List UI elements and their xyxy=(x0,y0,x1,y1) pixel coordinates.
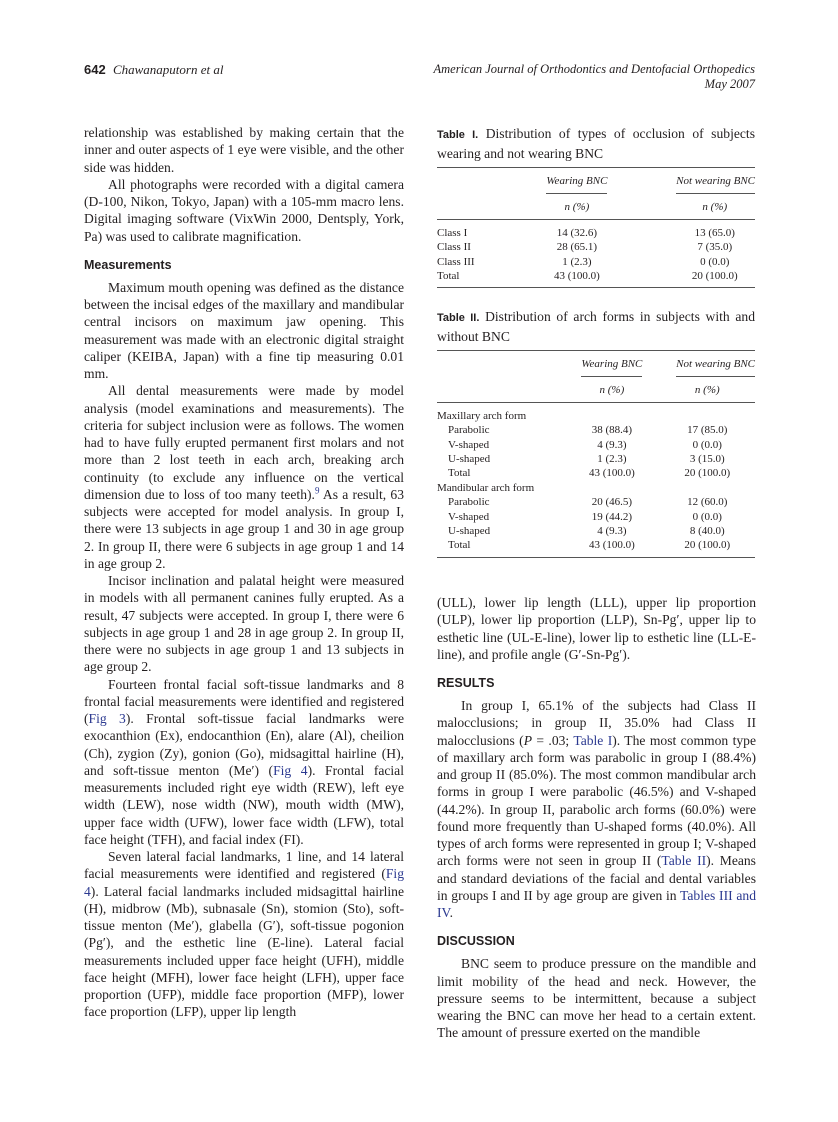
journal-title: American Journal of Orthodontics and Dentofacial Orthopedics xyxy=(433,62,755,76)
paragraph: relationship was established by making certain that the inner and outer aspects of 1 eye were visible, and the other side was hidden. xyxy=(84,125,404,175)
table-link[interactable]: Tables III and IV xyxy=(437,887,756,920)
unit-header: n (%) xyxy=(625,198,755,219)
group-row xyxy=(437,402,755,423)
paragraph: BNC seem to produce pressure on the mandible and limit mobility of the head and neck. However, the pressure seems to be intermittent, because a subject wearing the BNC can move her head to a certain extent. The amount of pressure exerted on the mandible xyxy=(437,956,756,1041)
paragraph xyxy=(84,676,404,849)
table-label: Table II. xyxy=(437,312,480,324)
text: As a result, 63 subjects were accepted for model analysis. In group I, there were 13 subjects in age group 1 and 30 in age group 2. In group II, there were 6 subjects in age group 1 and 14 in age group 2. xyxy=(84,486,404,571)
table-link[interactable]: Table I xyxy=(573,732,613,748)
table-1 xyxy=(437,125,755,288)
table-caption xyxy=(437,308,755,345)
right-column xyxy=(437,594,756,1042)
text: ). Frontal facial measurements included right eye width (REW), left eye width (LEW), nose width (NW), mouth width (MW), upper face width (UFW), lower face width (LFW), total face height (TFH), and facial index (FI). xyxy=(84,762,404,847)
row-label: Total xyxy=(448,539,471,552)
table-row xyxy=(437,240,755,254)
row-label: Total xyxy=(448,467,471,480)
text: In group I, 65.1% of the subjects had Class II malocclusions; in group II, 35.0% had Class II malocclusions ( xyxy=(437,698,756,748)
paragraph: Incisor inclination and palatal height were measured in models with all permanent canines fully erupted. As a result, 47 subjects were accepted. In group I, there were 6 subjects in age group 1 and 28 in age group 2. In group II, there were no subjects in age group 1 and 13 subjects in age group 2. xyxy=(84,573,404,675)
cell: 1 (2.3) xyxy=(597,453,627,466)
text: Fourteen frontal facial soft-tissue landmarks and 8 frontal facial measurements were identified and registered ( xyxy=(84,676,404,726)
cell: 19 (44.2) xyxy=(591,510,633,523)
section-heading-results: RESULTS xyxy=(437,676,495,690)
text: All dental measurements were made by model analysis (model examinations and measurements). The criteria for subject inclusion were as follows. The women had to have fully erupted permanent first molars and not more than 2 lost teeth in each arch, breaking arch continuity (to exclude any influence on the vertical dimension due to loss of too many teeth). xyxy=(84,383,404,502)
cell: 8 (40.0) xyxy=(689,525,725,538)
group-label: Mandibular arch form xyxy=(437,481,535,494)
table-caption xyxy=(437,125,755,162)
text: ). Frontal soft-tissue facial landmarks were exocanthion (Ex), endocanthion (En), alare (Al), cheilion (Ch), zygion (Zy), gonion (Go), midsagittal hairline (H), and soft-tissue menton (Me′) ( xyxy=(84,711,404,778)
cell: 4 (9.3) xyxy=(597,438,627,451)
cell: 20 (100.0) xyxy=(691,270,738,283)
section-heading-discussion: DISCUSSION xyxy=(437,934,515,949)
text: ). Means and standard deviations of the facial and dental variables in groups I and II by age group are given in xyxy=(437,853,756,903)
text: ). The most common type of maxillary arch form was parabolic in group I (88.4%) and group II (85.0%). The most common mandibular arch forms in group I were parabolic (46.5%) and V-shaped (44.2%). In group II, parabolic arch forms (60.0%) were found more frequently than U-shaped forms (40.0%). All types of arch forms were represented in group I; V-shaped arch forms were not seen in group II ( xyxy=(437,732,757,869)
group-row xyxy=(437,481,755,495)
table-1-grid xyxy=(437,168,755,288)
row-label: Class II xyxy=(437,241,471,254)
group-label: Maxillary arch form xyxy=(437,409,527,422)
table-row xyxy=(437,269,755,288)
table-row xyxy=(437,510,755,524)
table-row xyxy=(437,438,755,452)
cell: 0 (0.0) xyxy=(692,510,722,523)
paragraph xyxy=(84,382,404,572)
cell: 43 (100.0) xyxy=(588,539,635,552)
paragraph: (ULL), lower lip length (LLL), upper lip proportion (ULP), lower lip proportion (LLP), Sn-Pg′, upper lip to esthetic line (UL-E-line), lower lip to esthetic line (LL-E-line), and profile angle (G′-Sn-Pg′). xyxy=(437,595,756,662)
table-row xyxy=(437,423,755,437)
page-number: 642 xyxy=(84,62,106,77)
table-row xyxy=(437,524,755,538)
cell: 20 (100.0) xyxy=(684,467,731,480)
left-column xyxy=(84,124,404,1021)
section-heading-measurements: Measurements xyxy=(84,257,172,272)
row-label: V-shaped xyxy=(448,510,490,523)
column-header: Wearing BNC xyxy=(581,357,642,377)
row-label: U-shaped xyxy=(448,453,491,466)
column-header: Not wearing BNC xyxy=(676,357,755,377)
reference-link[interactable]: 9 xyxy=(314,485,320,496)
cell: 28 (65.1) xyxy=(556,241,598,254)
table-2 xyxy=(437,308,755,558)
figure-link[interactable]: Fig 4 xyxy=(273,762,308,778)
table-title: Distribution of types of occlusion of subjects wearing and not wearing BNC xyxy=(437,126,755,161)
running-authors: Chawanaputorn et al xyxy=(112,62,224,77)
text: . xyxy=(449,905,453,920)
table-row xyxy=(437,538,755,557)
unit-header: n (%) xyxy=(564,381,659,402)
row-label: Parabolic xyxy=(448,424,490,437)
paragraph: Maximum mouth opening was defined as the distance between the incisal edges of the maxillary and mandibular central incisors on maximum jaw opening. This measurement was made with an electronic digital straight caliper (KEIBA, Japan) with a fine tip measuring 0.01 mm. xyxy=(84,279,404,381)
unit-header: n (%) xyxy=(660,381,755,402)
cell: 1 (2.3) xyxy=(562,255,592,268)
column-header: Wearing BNC xyxy=(546,174,607,194)
table-row xyxy=(437,495,755,509)
running-header-left xyxy=(84,62,223,78)
table-link[interactable]: Table II xyxy=(661,853,707,869)
cell: 4 (9.3) xyxy=(597,525,627,538)
row-label: Total xyxy=(437,270,460,283)
cell: 12 (60.0) xyxy=(687,496,728,509)
table-title: Distribution of arch forms in subjects with and without BNC xyxy=(437,309,755,344)
table-row xyxy=(437,255,755,269)
table-row xyxy=(437,466,755,480)
cell: 43 (100.0) xyxy=(554,270,600,283)
paragraph xyxy=(437,697,756,921)
text: ). Lateral facial landmarks included midsagittal hairline (H), midbrow (Mb), subnasale (Sn), stomion (Sto), soft-tissue menton (Me′), glabella (G′), soft-tissue pogonion (Pg′), and the esthetic line (E-line). Lateral facial measurements included upper face height (UFH), middle face height (MFH), lower face height (LFH), upper face proportion (UFP), middle face proportion (MFP), lower face proportion (LFP), upper lip length xyxy=(84,883,404,1020)
unit-header: n (%) xyxy=(529,198,624,219)
text: = .03; xyxy=(532,732,574,748)
table-label: Table I. xyxy=(437,129,479,141)
cell: 13 (65.0) xyxy=(694,226,735,239)
paragraph xyxy=(84,848,404,1021)
cell: 7 (35.0) xyxy=(697,241,733,254)
table-row xyxy=(437,452,755,466)
figure-link[interactable]: Fig 4 xyxy=(84,866,404,899)
cell: 20 (100.0) xyxy=(684,539,731,552)
p-value-symbol: P xyxy=(523,732,532,748)
cell: 43 (100.0) xyxy=(588,467,635,480)
row-label: Parabolic xyxy=(448,496,490,509)
column-header: Not wearing BNC xyxy=(676,174,755,194)
text: Seven lateral facial landmarks, 1 line, and 14 lateral facial measurements were identified and registered ( xyxy=(84,849,404,882)
cell: 3 (15.0) xyxy=(689,453,725,466)
cell: 0 (0.0) xyxy=(692,438,722,451)
row-label: Class I xyxy=(437,226,468,239)
row-label: V-shaped xyxy=(448,438,490,451)
paragraph: All photographs were recorded with a digital camera (D-100, Nikon, Tokyo, Japan) with a 105-mm macro lens. Digital imaging software (VixWin 2000, Dentsply, York, Pa) was used to calibrate magnification. xyxy=(84,176,404,244)
cell: 20 (46.5) xyxy=(591,496,633,509)
row-label: Class III xyxy=(437,255,475,268)
cell: 17 (85.0) xyxy=(687,424,728,437)
table-2-grid xyxy=(437,351,755,558)
running-header-right xyxy=(434,62,756,92)
figure-link[interactable]: Fig 3 xyxy=(88,711,126,726)
row-label: U-shaped xyxy=(448,525,491,538)
cell: 14 (32.6) xyxy=(556,226,598,239)
issue-date: May 2007 xyxy=(704,77,755,91)
cell: 0 (0.0) xyxy=(700,255,730,268)
table-row xyxy=(437,219,755,240)
cell: 38 (88.4) xyxy=(591,424,633,437)
